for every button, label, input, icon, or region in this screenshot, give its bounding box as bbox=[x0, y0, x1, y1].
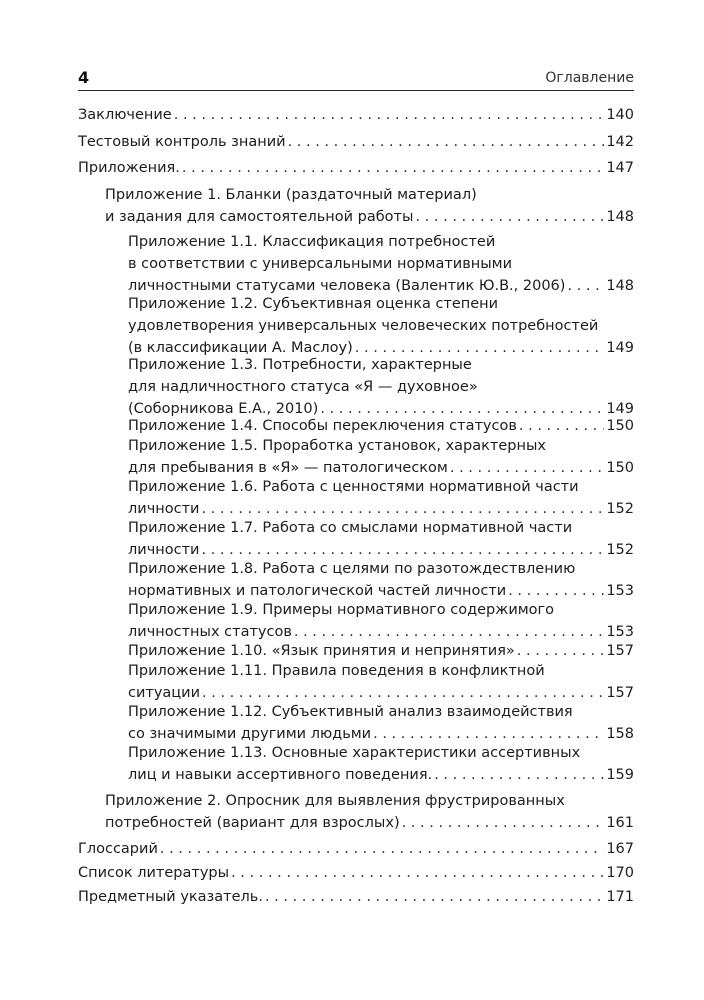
toc-entry-glossary[interactable]: Глоссарий . . . 167 bbox=[78, 838, 634, 860]
toc-entry-appendix-1-3[interactable]: Приложение 1.3. Потребности, характерные для надличностного статуса «Я — духовное» (Соборникова Е.А., 2010) . . . 149 bbox=[128, 354, 634, 420]
page-ref: 149 bbox=[606, 340, 634, 356]
page-ref: 150 bbox=[606, 418, 634, 434]
page-ref: 153 bbox=[606, 583, 634, 599]
toc-entry-conclusion[interactable]: Заключение . . . 140 bbox=[78, 104, 634, 126]
toc-entry-appendix-1-9[interactable]: Приложение 1.9. Примеры нормативного содержимого личностных статусов . . . 153 bbox=[128, 599, 634, 643]
dot-leader bbox=[182, 157, 604, 179]
toc-entry-appendices[interactable]: Приложения. . . . 147 bbox=[78, 157, 634, 179]
toc-entry-appendix-1-4[interactable]: Приложение 1.4. Способы переключения статусов . . . 150 bbox=[128, 415, 634, 437]
dot-leader bbox=[231, 862, 604, 884]
dot-leader bbox=[402, 812, 605, 834]
toc-entry-appendix-1-13[interactable]: Приложение 1.13. Основные характеристики ассертивных лиц и навыки ассертивного поведения. . . . 159 bbox=[128, 742, 634, 786]
page-ref: 157 bbox=[606, 685, 634, 701]
toc-entry-appendix-1-11[interactable]: Приложение 1.11. Правила поведения в конфликтной ситуации . . . 157 bbox=[128, 660, 634, 704]
page-ref: 159 bbox=[606, 767, 634, 783]
page-ref: 140 bbox=[606, 107, 634, 123]
dot-leader bbox=[519, 415, 604, 437]
toc-entry-appendix-2[interactable]: Приложение 2. Опросник для выявления фрустрированных потребностей (вариант для взрослых) . . . 161 bbox=[105, 790, 634, 834]
page-ref: 171 bbox=[606, 889, 634, 905]
table-of-contents bbox=[78, 0, 634, 1000]
dot-leader bbox=[434, 764, 604, 786]
toc-entry-subject-index[interactable]: Предметный указатель. . . . 171 bbox=[78, 886, 634, 908]
toc-entry-appendix-1-1[interactable]: Приложение 1.1. Классификация потребностей в соответствии с универсальными нормативными личностными статусами человека (Валентик Ю.В., 2006) . . . 148 bbox=[128, 231, 634, 297]
toc-entry-appendix-1-8[interactable]: Приложение 1.8. Работа с целями по разотождествлению нормативных и патологической частей личности . . . 153 bbox=[128, 558, 634, 602]
toc-entry-appendix-1-6[interactable]: Приложение 1.6. Работа с ценностями нормативной части личности . . . 152 bbox=[128, 476, 634, 520]
page-ref: 167 bbox=[606, 841, 634, 857]
toc-entry-test-control[interactable]: Тестовый контроль знаний . . . 142 bbox=[78, 131, 634, 153]
page-ref: 157 bbox=[606, 643, 634, 659]
page-ref: 153 bbox=[606, 624, 634, 640]
section-title: Оглавление bbox=[545, 70, 634, 86]
toc-entry-appendix-1[interactable]: Приложение 1. Бланки (раздаточный материал) и задания для самостоятельной работы . . . 148 bbox=[105, 184, 634, 228]
dot-leader bbox=[174, 104, 605, 126]
toc-entry-appendix-1-5[interactable]: Приложение 1.5. Проработка установок, характерных для пребывания в «Я» — патологическом . . . 150 bbox=[128, 435, 634, 479]
toc-entry-appendix-1-10[interactable]: Приложение 1.10. «Язык принятия и непринятия» . . . 157 bbox=[128, 640, 634, 662]
page-ref: 150 bbox=[606, 460, 634, 476]
page-ref: 147 bbox=[606, 160, 634, 176]
dot-leader bbox=[415, 206, 604, 228]
toc-entry-appendix-1-2[interactable]: Приложение 1.2. Субъективная оценка степени удовлетворения универсальных человеческих потребностей (в классификации А. Маслоу) . . . 149 bbox=[128, 293, 634, 359]
dot-leader bbox=[288, 131, 605, 153]
dot-leader bbox=[517, 640, 605, 662]
page-ref: 148 bbox=[606, 209, 634, 225]
dot-leader bbox=[265, 886, 604, 908]
page-ref: 152 bbox=[606, 501, 634, 517]
toc-entry-appendix-1-12[interactable]: Приложение 1.12. Субъективный анализ взаимодействия со значимыми другими людьми . . . 158 bbox=[128, 701, 634, 745]
page-number: 4 bbox=[78, 68, 90, 87]
page-ref: 148 bbox=[606, 278, 634, 294]
dot-leader bbox=[160, 838, 604, 860]
page-ref: 161 bbox=[606, 815, 634, 831]
toc-entry-appendix-1-7[interactable]: Приложение 1.7. Работа со смыслами нормативной части личности . . . 152 bbox=[128, 517, 634, 561]
page-ref: 142 bbox=[606, 134, 634, 150]
page-ref: 149 bbox=[606, 401, 634, 417]
page-ref: 152 bbox=[606, 542, 634, 558]
toc-entry-references[interactable]: Список литературы . . . 170 bbox=[78, 862, 634, 884]
page-ref: 158 bbox=[606, 726, 634, 742]
page-ref: 170 bbox=[606, 865, 634, 881]
